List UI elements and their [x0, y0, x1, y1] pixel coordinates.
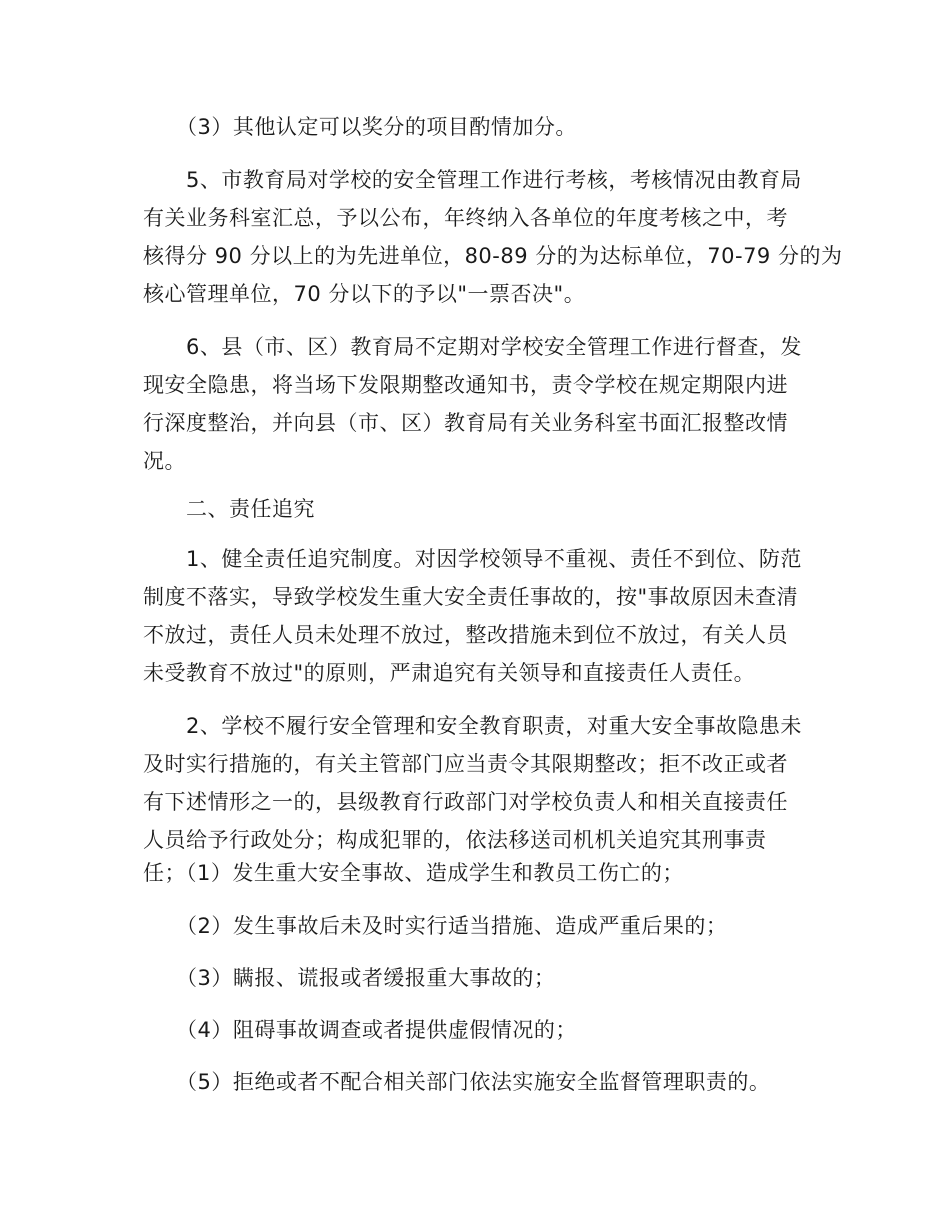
list-item: （3）瞒报、谎报或者缓报重大事故的；	[176, 966, 556, 990]
paragraph-line: 及时实行措施的，有关主管部门应当责令其限期整改；拒不改正或者	[143, 752, 788, 776]
paragraph-line: 2、学校不履行安全管理和安全教育职责，对重大安全事故隐患未	[186, 714, 802, 738]
paragraph-line: 5、市教育局对学校的安全管理工作进行考核，考核情况由教育局	[186, 168, 802, 192]
paragraph-line: 6、县（市、区）教育局不定期对学校安全管理工作进行督查，发	[186, 335, 802, 359]
paragraph-line: 行深度整治，并向县（市、区）教育局有关业务科室书面汇报整改情	[143, 411, 788, 435]
paragraph-line: 况。	[143, 449, 186, 473]
paragraph-line: （3）其他认定可以奖分的项目酌情加分。	[176, 115, 577, 139]
paragraph-line: 人员给予行政处分；构成犯罪的，依法移送司机机关追究其刑事责	[143, 828, 767, 852]
paragraph-line: 制度不落实，导致学校发生重大安全责任事故的，按"事故原因未查清	[143, 585, 799, 609]
list-item: （4）阻碍事故调查或者提供虚假情况的；	[176, 1018, 577, 1042]
paragraph-line: 核得分 90 分以上的为先进单位，80-89 分的为达标单位，70-79 分的为	[143, 244, 843, 268]
paragraph-line: 核心管理单位，70 分以下的予以"一票否决"。	[143, 282, 586, 306]
paragraph-line: 有关业务科室汇总，予以公布，年终纳入各单位的年度考核之中，考	[143, 206, 788, 230]
list-item: （2）发生事故后未及时实行适当措施、造成严重后果的；	[176, 914, 728, 938]
list-item: （5）拒绝或者不配合相关部门依法实施安全监督管理职责的。	[176, 1070, 771, 1094]
section-heading: 二、责任追究	[186, 497, 315, 521]
paragraph-line: 现安全隐患，将当场下发限期整改通知书，责令学校在规定期限内进	[143, 373, 788, 397]
paragraph-line: 1、健全责任追究制度。对因学校领导不重视、责任不到位、防范	[186, 547, 802, 571]
paragraph-line: 有下述情形之一的，县级教育行政部门对学校负责人和相关直接责任	[143, 790, 788, 814]
paragraph-line: 未受教育不放过"的原则，严肃追究有关领导和直接责任人责任。	[143, 661, 756, 685]
paragraph-line: 任；（1）发生重大安全事故、造成学生和教员工伤亡的；	[143, 861, 684, 885]
paragraph-line: 不放过，责任人员未处理不放过，整改措施未到位不放过，有关人员	[143, 623, 788, 647]
